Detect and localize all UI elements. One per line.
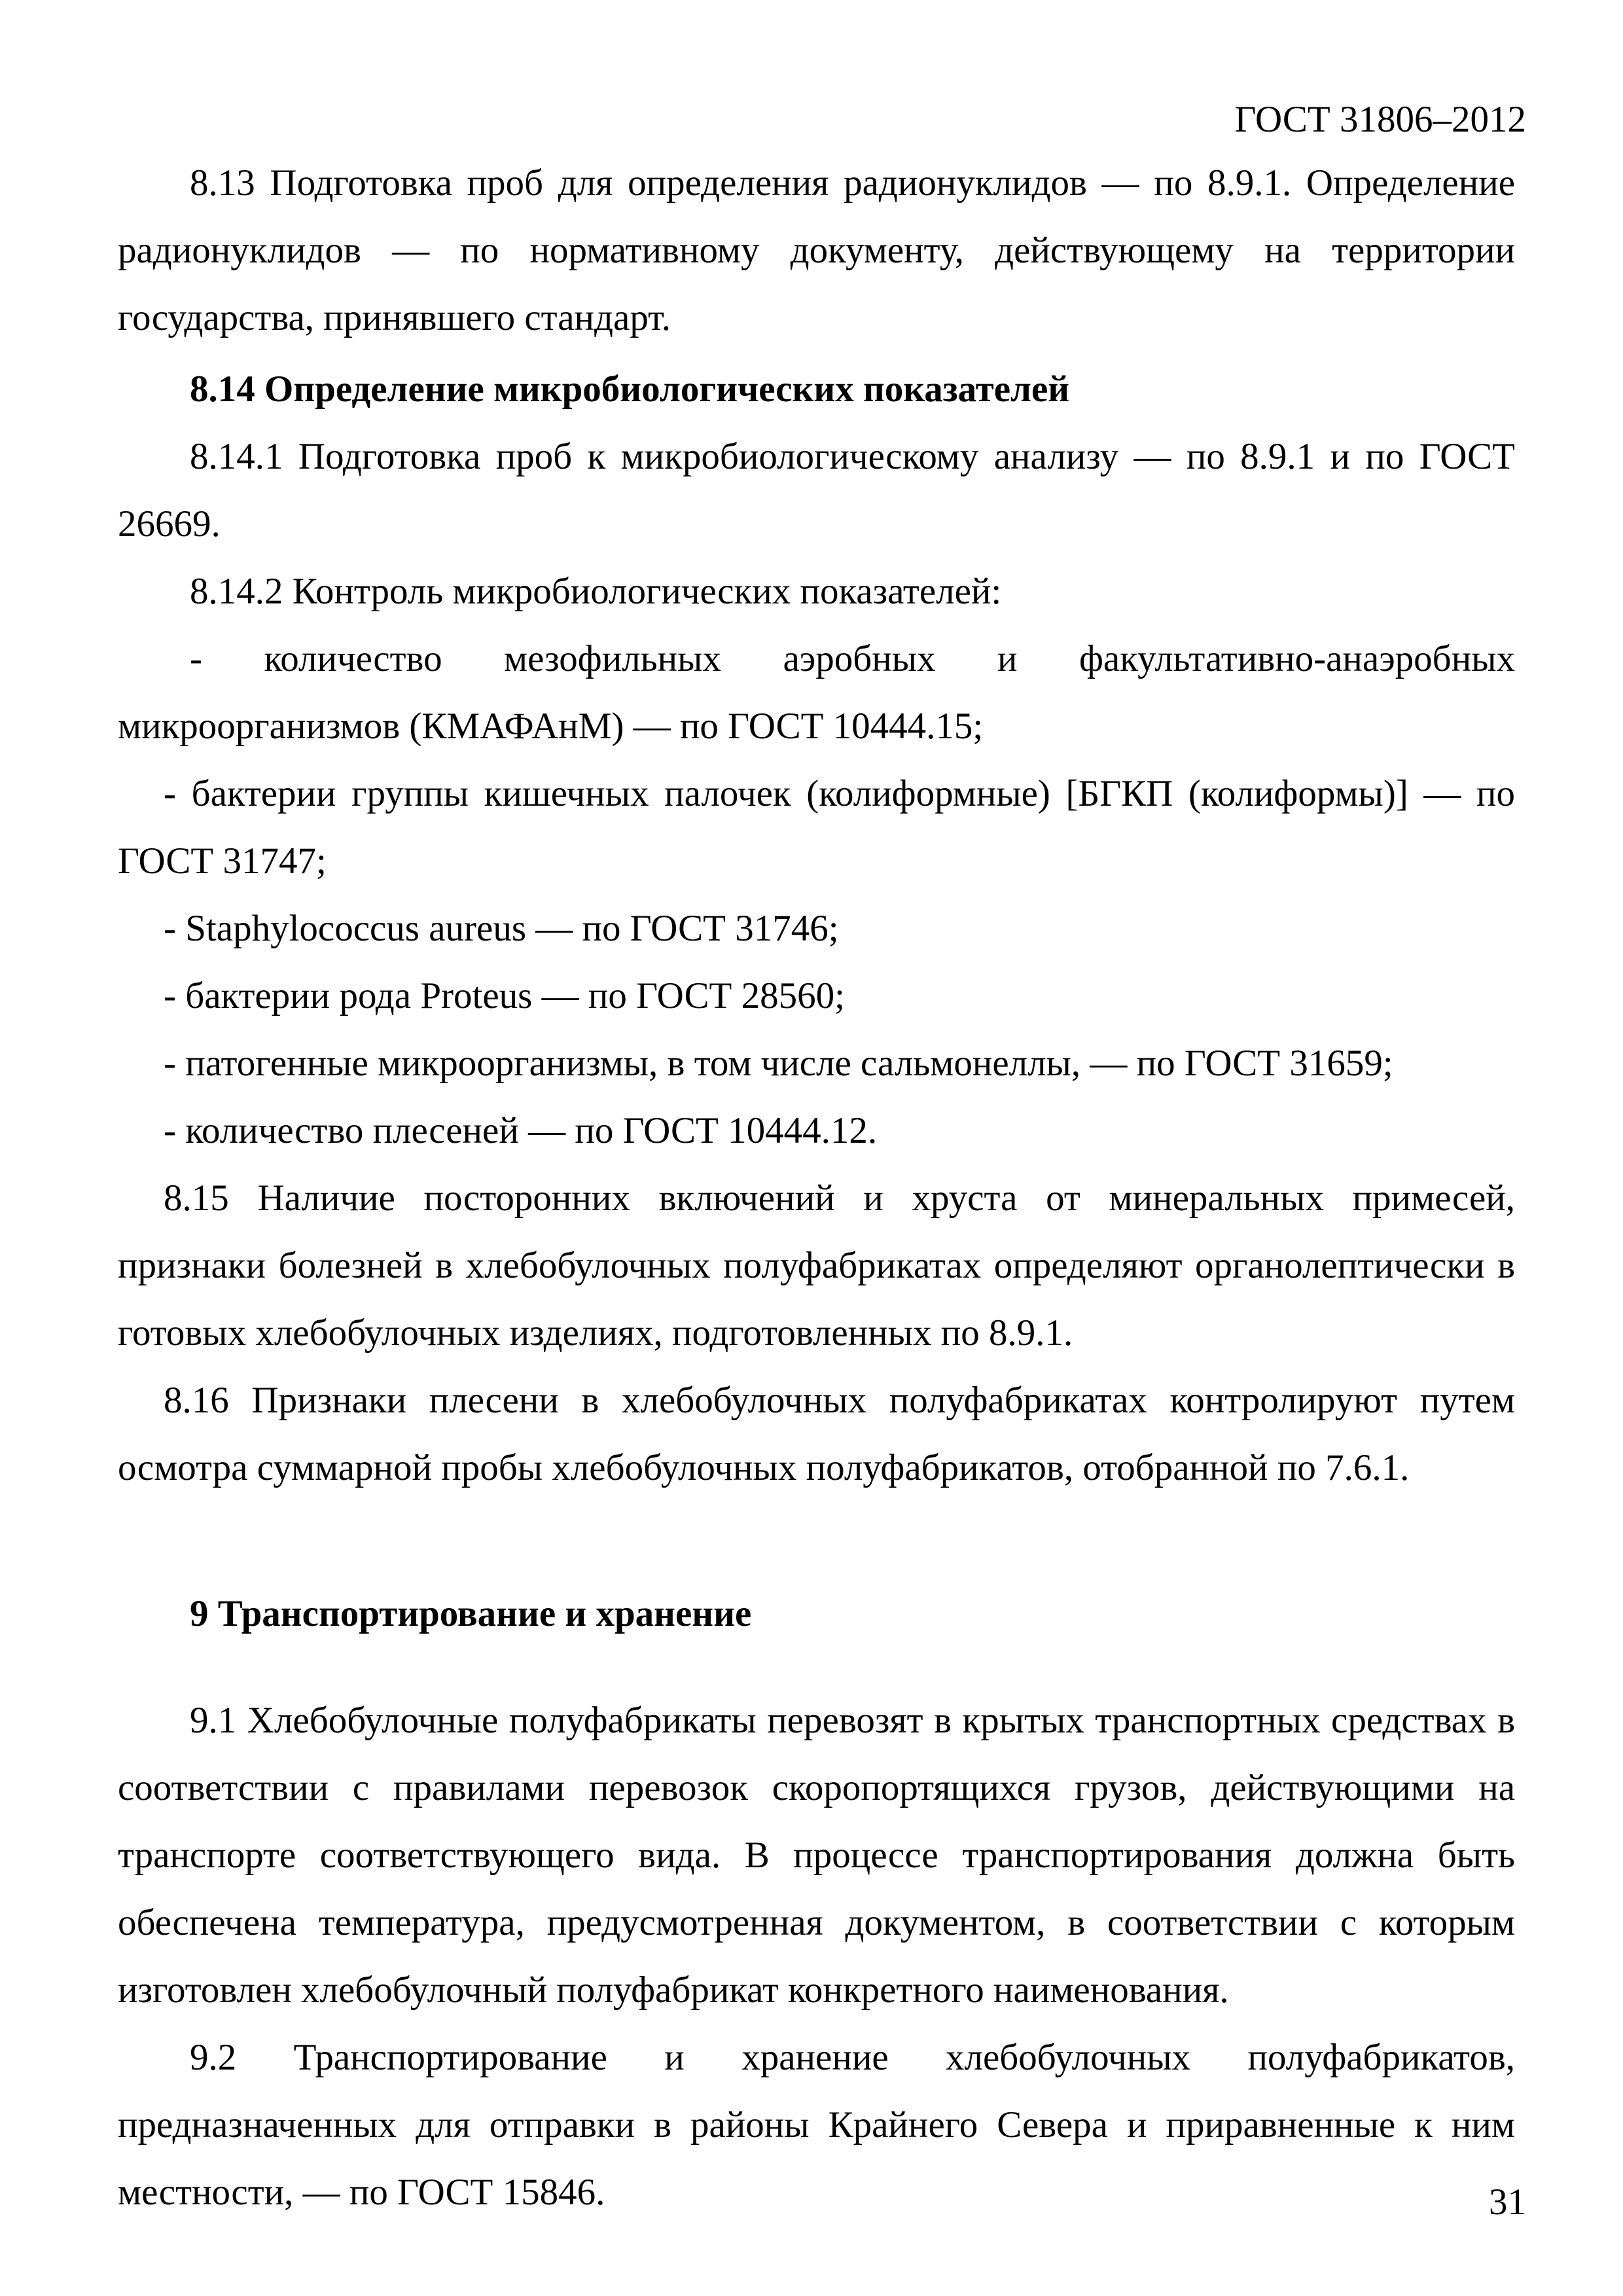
list-item-staphylococcus: - Staphylococcus aureus — по ГОСТ 31746; (164, 908, 839, 949)
paragraph-8-15: 8.15 Наличие посторонних включений и хруста от минеральных примесей, признаки болезней в хлебобулочных полуфабрикатах определяют органолептически в готовых хлебобулочных изделиях, подготовленных по 8.9.1. (118, 1177, 1515, 1354)
list-item-bgkp: - бактерии группы кишечных палочек (колиформные) [БГКП (колиформы)] — по ГОСТ 31747; (118, 773, 1515, 882)
list-item-pathogens: - патогенные микроорганизмы, в том числе сальмонеллы, — по ГОСТ 31659; (164, 1043, 1393, 1084)
heading-section-9: 9 Транспортирование и хранение (190, 1593, 752, 1634)
heading-8-14: 8.14 Определение микробиологических показателей (190, 368, 1070, 410)
list-item-kmafanm: - количество мезофильных аэробных и факультативно-анаэробных микроорганизмов (КМАФАнМ) — по ГОСТ 10444.15; (118, 638, 1515, 747)
list-item-molds: - количество плесеней — по ГОСТ 10444.12. (164, 1110, 878, 1151)
paragraph-9-2: 9.2 Транспортирование и хранение хлебобулочных полуфабрикатов, предназначенных для отправки в районы Крайнего Севера и приравненные к ним местности, — по ГОСТ 15846. (118, 2037, 1515, 2213)
list-item-proteus: - бактерии рода Proteus — по ГОСТ 28560; (164, 975, 845, 1016)
paragraph-8-16: 8.16 Признаки плесени в хлебобулочных полуфабрикатах контролируют путем осмотра суммарной пробы хлебобулочных полуфабрикатов, отобранной по 7.6.1. (118, 1380, 1515, 1488)
paragraph-8-14-1: 8.14.1 Подготовка проб к микробиологическому анализу — по 8.9.1 и по ГОСТ 26669. (118, 436, 1515, 545)
document-code-header: ГОСТ 31806–2012 (1234, 99, 1526, 140)
page-number: 31 (1489, 2181, 1526, 2223)
paragraph-8-14-2: 8.14.2 Контроль микробиологических показателей: (190, 571, 1002, 612)
paragraph-8-13: 8.13 Подготовка проб для определения радионуклидов — по 8.9.1. Определение радионуклидов — по нормативному документу, действующему на территории государства, принявшего стандарт. (118, 162, 1515, 338)
paragraph-9-1: 9.1 Хлебобулочные полуфабрикаты перевозят в крытых транспортных средствах в соответствии с правилами перевозок скоропортящихся грузов, действующими на транспорте соответствующего вида. В процессе транспортирования должна быть обеспечена температура, предусмотренная документом, в соответствии с которым изготовлен хлебобулочный полуфабрикат конкретного наименования. (118, 1700, 1515, 2011)
page-content (118, 149, 1515, 2226)
